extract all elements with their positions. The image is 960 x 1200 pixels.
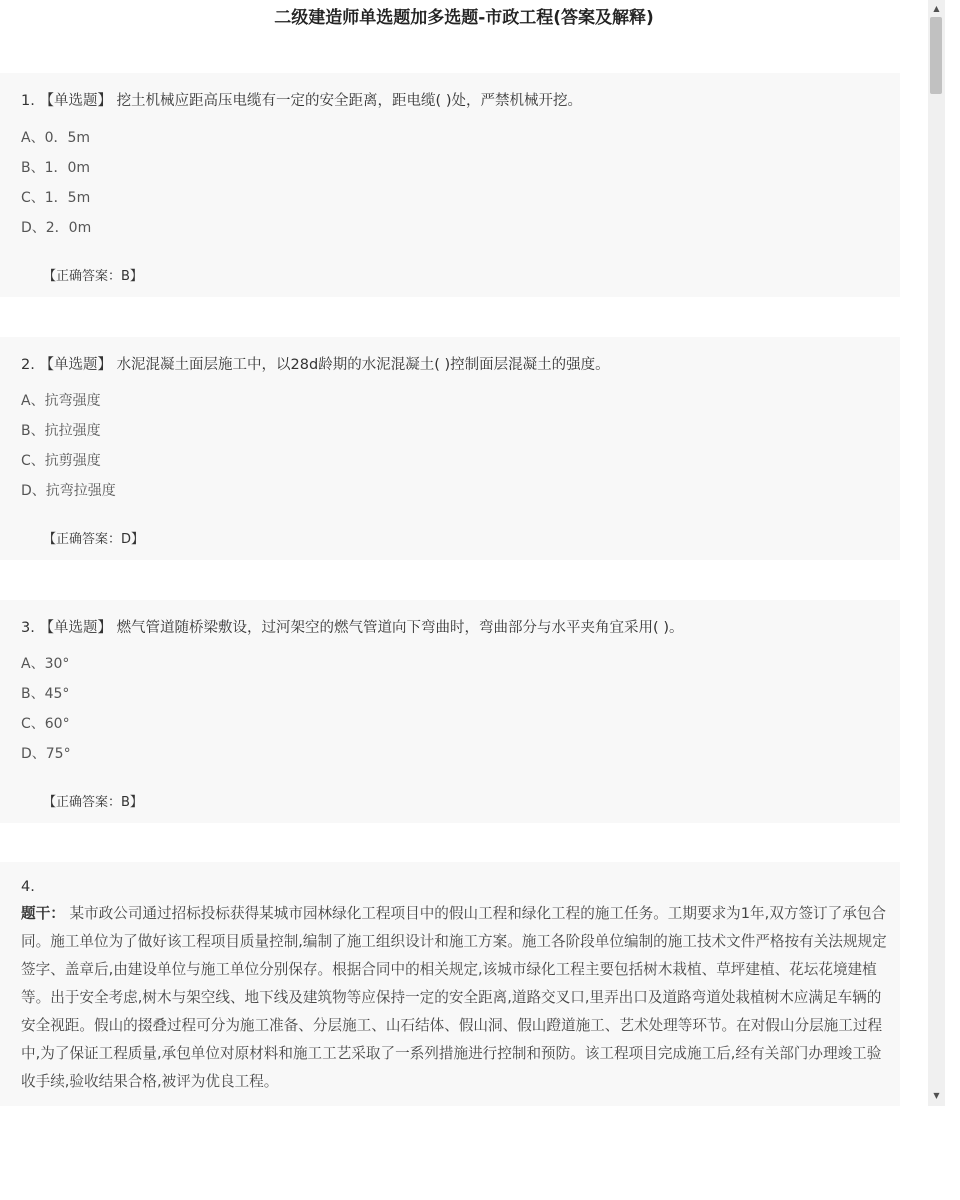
option-a: A、抗弯强度 bbox=[21, 393, 101, 409]
option-b: B、1．0m bbox=[21, 160, 91, 176]
question-text: 挖土机械应距高压电缆有一定的安全距离，距电缆( )处，严禁机械开挖。 bbox=[116, 93, 582, 109]
option-c: C、抗剪强度 bbox=[21, 453, 101, 469]
option-d: D、抗弯拉强度 bbox=[21, 483, 116, 499]
option-b: B、抗拉强度 bbox=[21, 423, 101, 439]
option-d: D、2．0m bbox=[21, 220, 92, 236]
question-text: 水泥混凝土面层施工中，以28d龄期的水泥混凝土( )控制面层混凝土的强度。 bbox=[116, 357, 610, 373]
question-text: 燃气管道随桥梁敷设，过河架空的燃气管道向下弯曲时，弯曲部分与水平夹角宜采用( )。 bbox=[116, 620, 684, 636]
scroll-up-arrow-icon[interactable]: ▲ bbox=[933, 4, 940, 13]
scroll-down-arrow-icon[interactable]: ▼ bbox=[933, 1091, 940, 1100]
question-type-tag: 【单选题】 bbox=[39, 620, 112, 636]
stem-label: 题干： bbox=[21, 905, 65, 922]
correct-answer: 【正确答案：D】 bbox=[43, 532, 145, 547]
scrollbar-thumb[interactable] bbox=[930, 17, 942, 94]
page-title: 二级建造师单选题加多选题-市政工程(答案及解释) bbox=[274, 8, 654, 28]
question-number: 1. bbox=[21, 93, 35, 109]
option-b: B、45° bbox=[21, 686, 70, 702]
question-3-line bbox=[21, 616, 683, 637]
option-a: A、30° bbox=[21, 656, 70, 672]
option-a: A、0．5m bbox=[21, 130, 91, 146]
question-card-3 bbox=[0, 600, 900, 823]
option-c: C、60° bbox=[21, 716, 70, 732]
question-stem bbox=[21, 900, 889, 1096]
question-card-2 bbox=[0, 337, 900, 560]
option-d: D、75° bbox=[21, 746, 71, 762]
question-card-4 bbox=[0, 862, 900, 1106]
stem-text: 某市政公司通过招标投标获得某城市园林绿化工程项目中的假山工程和绿化工程的施工任务。工期要求为1年,双方签订了承包合同。施工单位为了做好该工程项目质量控制,编制了施工组织设计和施工方案。施工各阶段单位编制的施工技术文件严格按有关法规规定签字、盖章后,由建设单位与施工单位分别保存。根据合同中的相关规定,该城市绿化工程主要包括树木栽植、草坪建植、花坛花境建植等。出于安全考虑,树木与架空线、地下线及建筑物等应保持一定的安全距离,道路交叉口,里弄出口及道路弯道处栽植树木应满足车辆的安全视距。假山的掇叠过程可分为施工准备、分层施工、山石结体、假山洞、假山蹬道施工、艺术处理等环节。在对假山分层施工过程中,为了保证工程质量,承包单位对原材料和施工工艺采取了一系列措施进行控制和预防。该工程项目完成施工后,经有关部门办理竣工验收手续,验收结果合格,被评为优良工程。 bbox=[21, 905, 887, 1090]
question-type-tag: 【单选题】 bbox=[39, 93, 112, 109]
vertical-scrollbar[interactable] bbox=[928, 0, 945, 1106]
correct-answer: 【正确答案：B】 bbox=[43, 795, 143, 810]
option-c: C、1．5m bbox=[21, 190, 91, 206]
question-4-number: 4. bbox=[21, 879, 35, 895]
question-number: 2. bbox=[21, 357, 35, 373]
question-type-tag: 【单选题】 bbox=[39, 357, 112, 373]
correct-answer: 【正确答案：B】 bbox=[43, 269, 143, 284]
question-number: 3. bbox=[21, 620, 35, 636]
question-1-line bbox=[21, 89, 582, 110]
question-card-1 bbox=[0, 73, 900, 297]
question-2-line bbox=[21, 353, 610, 374]
